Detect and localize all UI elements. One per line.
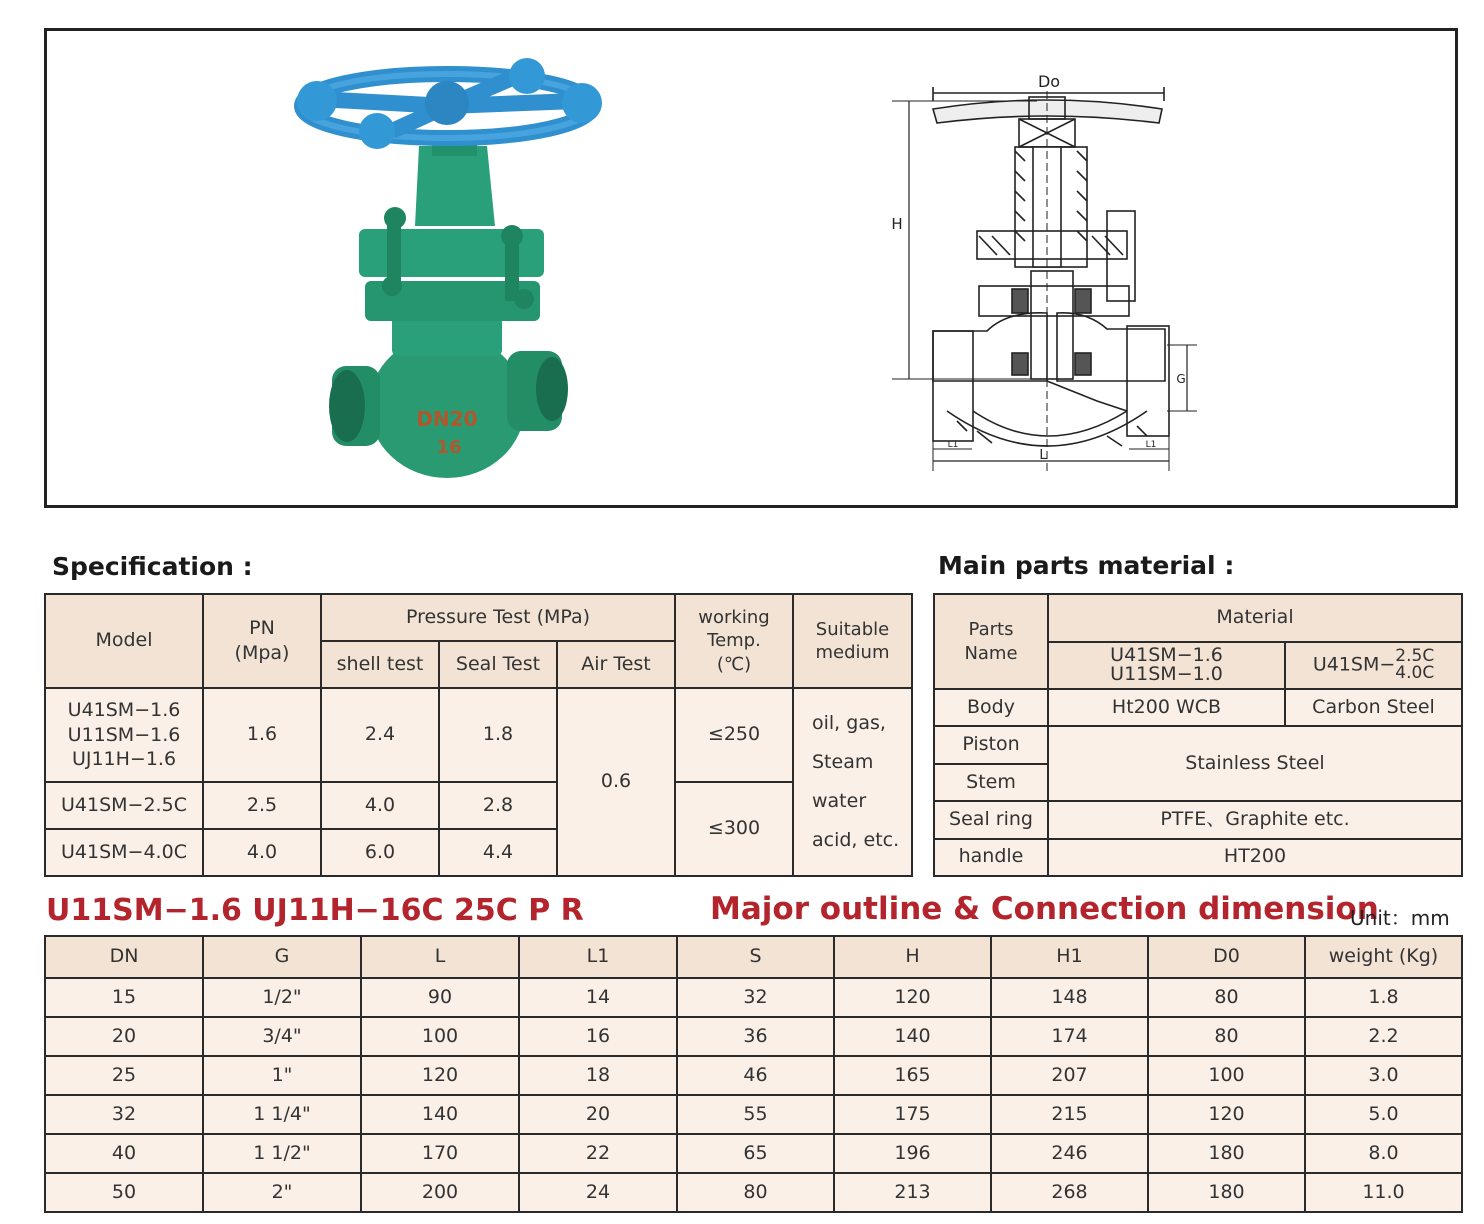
dim-cell: 1 1/4" [203, 1095, 361, 1134]
dim-label-g: G [1176, 372, 1186, 386]
dim-cell: 3/4" [203, 1017, 361, 1056]
spec-seal-cell: 4.4 [439, 829, 557, 876]
body-mark-dn: DN20 [416, 407, 478, 431]
dim-cell: 24 [519, 1173, 677, 1212]
dim-cell: 165 [834, 1056, 991, 1095]
dim-cell: 1/2" [203, 978, 361, 1017]
valve-photo [297, 58, 602, 478]
spec-pn-cell: 2.5 [203, 782, 321, 829]
dim-cell: 5.0 [1305, 1095, 1462, 1134]
dim-cell: 46 [677, 1056, 834, 1095]
dim-cell: 120 [361, 1056, 519, 1095]
dim-cell: 90 [361, 978, 519, 1017]
dim-header: DN [45, 936, 203, 978]
dim-header: H1 [991, 936, 1148, 978]
valve-cross-section-drawing [892, 87, 1197, 471]
dim-cell: 8.0 [1305, 1134, 1462, 1173]
dim-cell: 120 [1148, 1095, 1305, 1134]
spec-air-test-cell: 0.6 [557, 688, 675, 876]
dim-label-l1-left: L1 [947, 440, 959, 450]
dim-cell: 22 [519, 1134, 677, 1173]
spec-model-cell: U41SM−1.6 U11SM−1.6 UJ11H−1.6 [45, 688, 203, 782]
material-row-label: handle [934, 839, 1048, 876]
dim-label-l: L [1039, 448, 1047, 463]
header-air-test: Air Test [557, 641, 675, 688]
header-pn: PN (Mpa) [203, 594, 321, 688]
dim-label-h: H [891, 215, 903, 233]
spec-seal-cell: 2.8 [439, 782, 557, 829]
material-row-label: Body [934, 689, 1048, 726]
spec-shell-cell: 2.4 [321, 688, 439, 782]
dim-cell: 140 [834, 1017, 991, 1056]
header-material: Material [1048, 594, 1462, 642]
dim-cell: 175 [834, 1095, 991, 1134]
dim-cell: 32 [45, 1095, 203, 1134]
unit-label: Unit：mm [1350, 906, 1450, 930]
materials-table [933, 593, 1463, 877]
models-line: U11SM−1.6 UJ11H−16C 25C P R [46, 893, 584, 928]
material-value: Ht200 WCB [1048, 689, 1285, 726]
dim-cell: 20 [45, 1017, 203, 1056]
header-material-models-2: U41SM− 2.5C 4.0C [1285, 642, 1462, 690]
spec-pn-cell: 4.0 [203, 829, 321, 876]
dim-cell: 1.8 [1305, 978, 1462, 1017]
dim-cell: 2" [203, 1173, 361, 1212]
header-working-temp: working Temp. (℃) [675, 594, 793, 688]
dim-cell: 18 [519, 1056, 677, 1095]
dim-cell: 40 [45, 1134, 203, 1173]
dim-cell: 11.0 [1305, 1173, 1462, 1212]
valve-illustration [47, 31, 1455, 505]
dim-cell: 65 [677, 1134, 834, 1173]
dim-cell: 120 [834, 978, 991, 1017]
dim-header: H [834, 936, 991, 978]
header-pressure-test: Pressure Test (MPa) [321, 594, 675, 641]
table-row [45, 1134, 1462, 1173]
material-value: HT200 [1048, 839, 1462, 876]
dim-cell: 148 [991, 978, 1148, 1017]
dim-cell: 50 [45, 1173, 203, 1212]
dim-label-d0: Do [1037, 72, 1061, 91]
dimension-title: Major outline & Connection dimension [710, 891, 1379, 927]
materials-title: Main parts material : [938, 551, 1235, 580]
body-mark-pn: 16 [436, 437, 462, 458]
dim-cell: 174 [991, 1017, 1148, 1056]
dim-header: D0 [1148, 936, 1305, 978]
dim-cell: 246 [991, 1134, 1148, 1173]
dim-cell: 100 [361, 1017, 519, 1056]
dim-cell: 180 [1148, 1173, 1305, 1212]
dim-cell: 36 [677, 1017, 834, 1056]
spec-pn-cell: 1.6 [203, 688, 321, 782]
dim-cell: 25 [45, 1056, 203, 1095]
header-seal-test: Seal Test [439, 641, 557, 688]
dim-cell: 196 [834, 1134, 991, 1173]
dim-cell: 2.2 [1305, 1017, 1462, 1056]
dim-cell: 15 [45, 978, 203, 1017]
header-shell-test: shell test [321, 641, 439, 688]
material-row-label: Stem [934, 764, 1048, 801]
dim-cell: 80 [677, 1173, 834, 1212]
header-model: Model [45, 594, 203, 688]
dim-cell: 3.0 [1305, 1056, 1462, 1095]
dim-cell: 100 [1148, 1056, 1305, 1095]
material-value: Carbon Steel [1285, 689, 1462, 726]
header-suitable-medium: Suitable medium [793, 594, 912, 688]
dim-cell: 1 1/2" [203, 1134, 361, 1173]
dimension-table [44, 935, 1463, 1213]
dim-cell: 215 [991, 1095, 1148, 1134]
dim-cell: 200 [361, 1173, 519, 1212]
dim-cell: 140 [361, 1095, 519, 1134]
dim-cell: 207 [991, 1056, 1148, 1095]
spec-model-cell: U41SM−2.5C [45, 782, 203, 829]
dim-cell: 80 [1148, 978, 1305, 1017]
specification-title: Specification : [52, 552, 253, 581]
dim-cell: 32 [677, 978, 834, 1017]
spec-temp-cell: ≤300 [675, 782, 793, 876]
table-row [45, 1095, 1462, 1134]
dimension-rows [45, 978, 1462, 1212]
dim-label-l1-right: L1 [1145, 440, 1157, 450]
material-value: Stainless Steel [1048, 726, 1462, 801]
dim-cell: 55 [677, 1095, 834, 1134]
dim-header: weight (Kg) [1305, 936, 1462, 978]
dim-cell: 268 [991, 1173, 1148, 1212]
spec-shell-cell: 6.0 [321, 829, 439, 876]
table-row [45, 1173, 1462, 1212]
dim-cell: 20 [519, 1095, 677, 1134]
material-value: PTFE、Graphite etc. [1048, 801, 1462, 838]
dim-cell: 170 [361, 1134, 519, 1173]
dim-cell: 14 [519, 978, 677, 1017]
dim-header: G [203, 936, 361, 978]
dim-cell: 80 [1148, 1017, 1305, 1056]
dim-header: S [677, 936, 834, 978]
table-row [45, 978, 1462, 1017]
dim-cell: 180 [1148, 1134, 1305, 1173]
spec-model-cell: U41SM−4.0C [45, 829, 203, 876]
dim-header: L [361, 936, 519, 978]
table-row [45, 1056, 1462, 1095]
dim-header: L1 [519, 936, 677, 978]
dim-cell: 1" [203, 1056, 361, 1095]
spec-medium-cell: oil, gas, Steam water acid, etc. [793, 688, 912, 876]
header-material-models-1: U41SM−1.6 U11SM−1.0 [1048, 642, 1285, 690]
spec-temp-cell: ≤250 [675, 688, 793, 782]
product-image-panel [44, 28, 1458, 508]
material-row-label: Seal ring [934, 801, 1048, 838]
spec-shell-cell: 4.0 [321, 782, 439, 829]
dim-cell: 213 [834, 1173, 991, 1212]
dim-cell: 16 [519, 1017, 677, 1056]
specification-table [44, 593, 913, 877]
spec-seal-cell: 1.8 [439, 688, 557, 782]
material-row-label: Piston [934, 726, 1048, 763]
table-row [45, 1017, 1462, 1056]
header-parts-name: Parts Name [934, 594, 1048, 689]
